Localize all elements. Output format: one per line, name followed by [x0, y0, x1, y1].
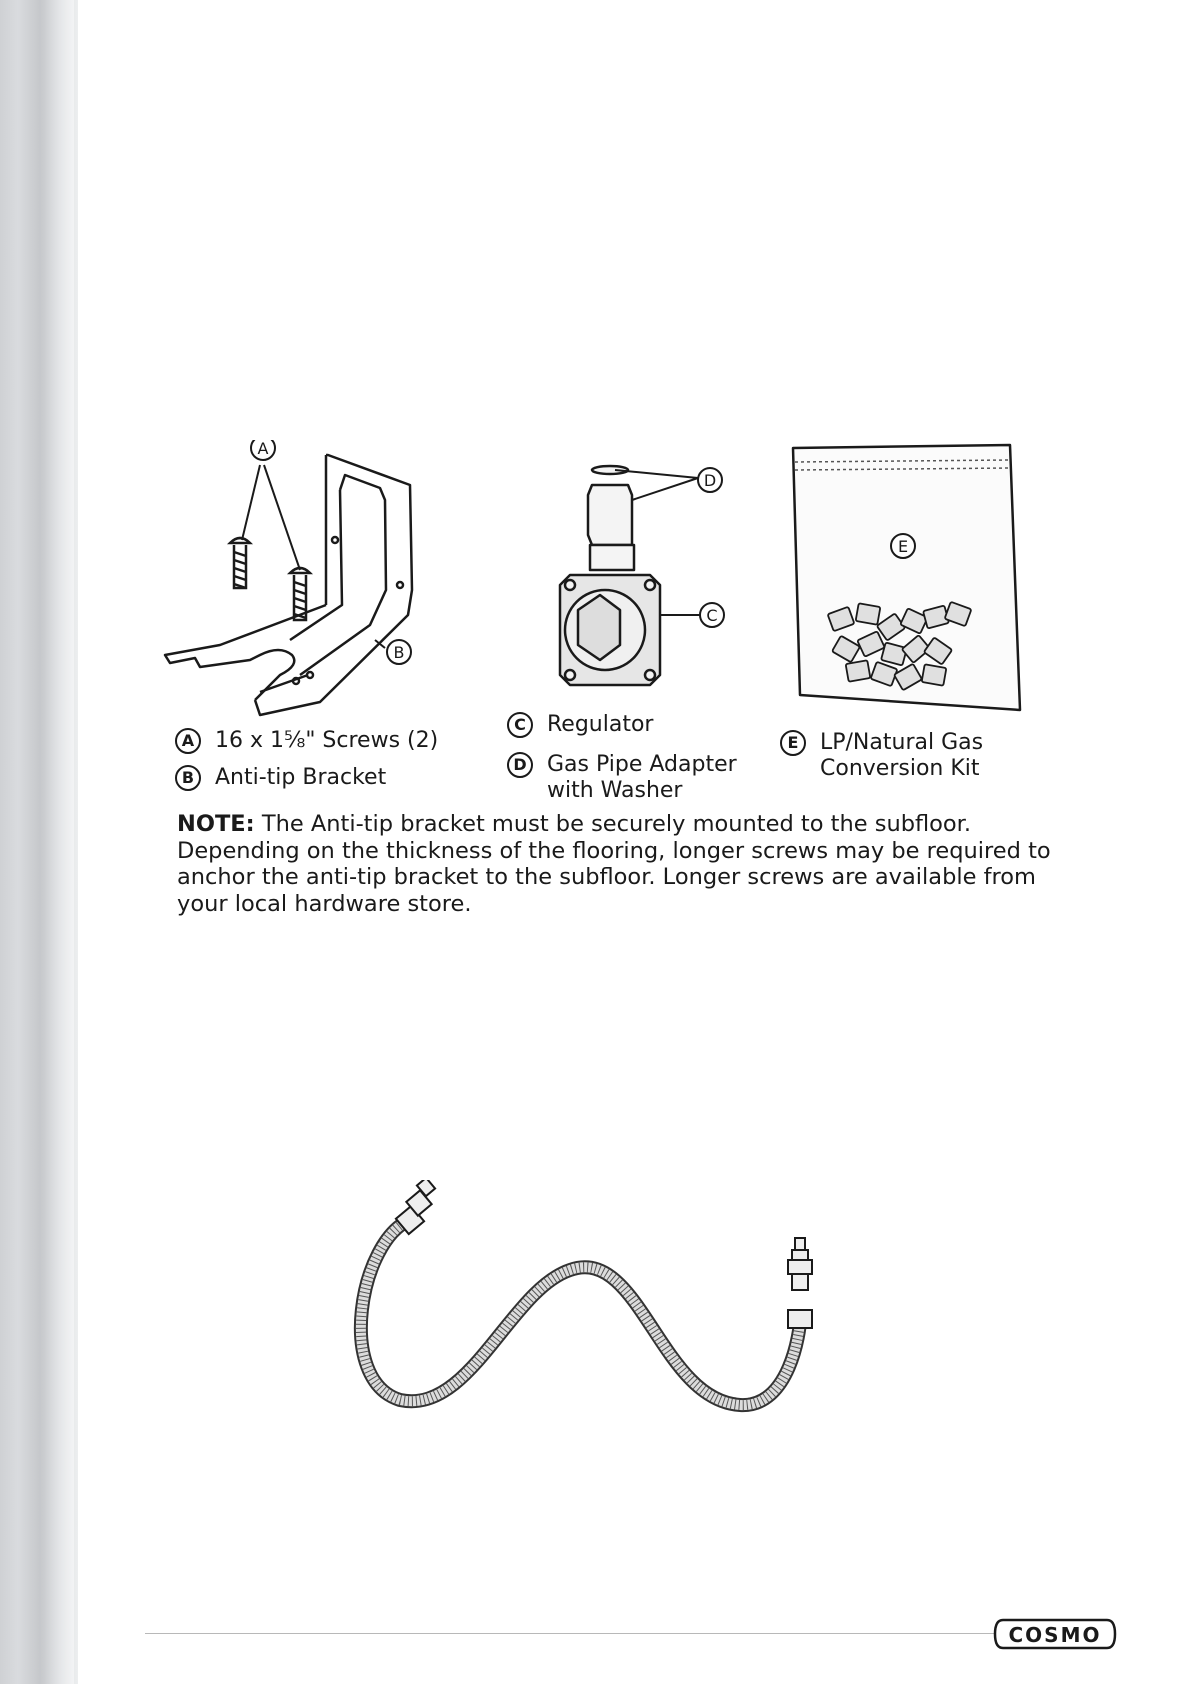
part-d-label: [547, 752, 737, 804]
part-c-label-row: [507, 712, 653, 738]
part-e-label-row: [780, 730, 983, 782]
note-text: The Anti-tip bracket must be securely mounted to the subfloor. Depending on the thickness of the flooring, longer screws may be required to anchor the anti-tip bracket to the subfloor. Longer screws are available from your local hardware store.: [177, 811, 1051, 917]
callout-b-icon: [387, 640, 411, 664]
part-d-letter: D: [507, 752, 533, 778]
gas-hose-illustration: [340, 1180, 870, 1420]
part-c-label: Regulator: [547, 712, 654, 737]
part-b-letter: B: [175, 765, 201, 791]
part-a-label: 16 x 1⅝" Screws (2): [215, 728, 439, 753]
cosmo-logo: [993, 1618, 1117, 1650]
part-e-label-line2: Conversion Kit: [820, 756, 980, 781]
note-prefix: NOTE:: [177, 811, 255, 837]
svg-text:C: C: [706, 606, 718, 625]
svg-text:B: B: [393, 643, 405, 662]
svg-text:E: E: [897, 537, 909, 556]
callout-c-icon: [700, 603, 724, 627]
part-d-label-row: [507, 752, 737, 804]
logo-text: COSMO: [1008, 1623, 1102, 1647]
svg-text:D: D: [703, 471, 717, 490]
footer-rule: [145, 1633, 997, 1634]
svg-text:A: A: [257, 440, 269, 458]
callout-d-icon: [698, 468, 722, 492]
part-e-label: [820, 730, 983, 782]
part-b-label-row: [175, 765, 386, 791]
note-paragraph: [177, 811, 1057, 917]
part-a-label-row: [175, 728, 438, 754]
part-e-letter: E: [780, 730, 806, 756]
side-band: [0, 0, 78, 1684]
regulator-illustration: [550, 460, 750, 700]
part-d-label-line2: with Washer: [547, 778, 683, 803]
callout-a-icon: [251, 440, 275, 460]
callout-e-icon: [891, 534, 915, 558]
part-d-label-line1: Gas Pipe Adapter: [547, 752, 737, 777]
part-b-label: Anti-tip Bracket: [215, 765, 387, 790]
part-a-letter: A: [175, 728, 201, 754]
part-e-label-line1: LP/Natural Gas: [820, 730, 984, 755]
conversion-kit-bag-illustration: [785, 440, 1030, 720]
part-c-letter: C: [507, 712, 533, 738]
anti-tip-bracket-illustration: [160, 440, 430, 720]
